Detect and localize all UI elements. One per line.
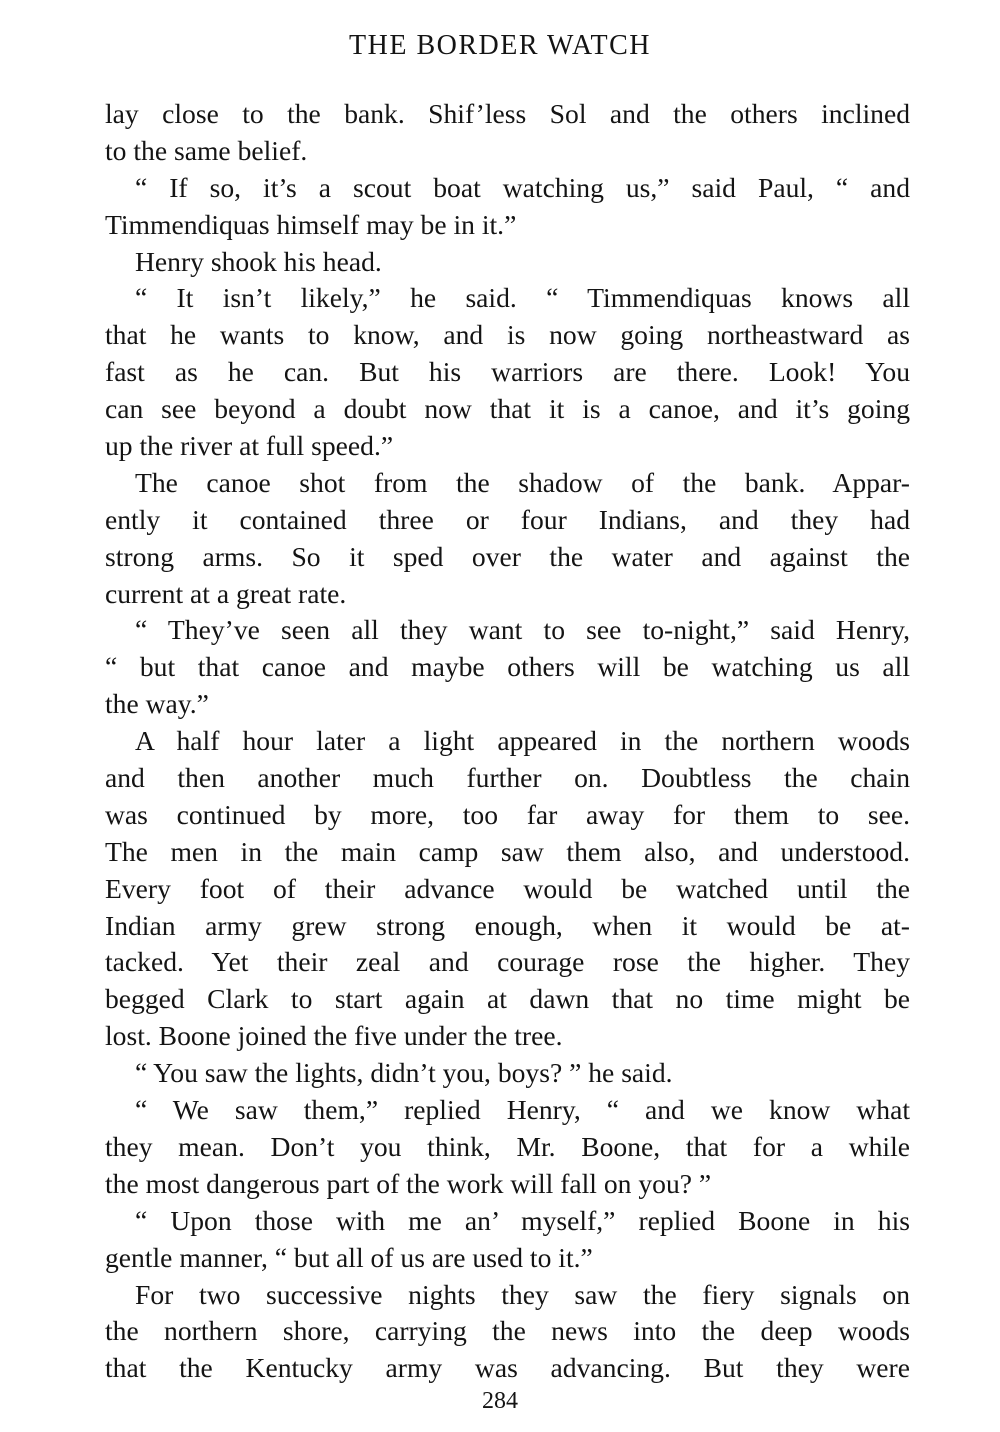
text-line: current at a great rate. xyxy=(105,577,347,609)
text-line: was continued by more, too far away for them to see. xyxy=(105,798,910,830)
text-line: lay close to the bank. Shif’less Sol and the others inclined xyxy=(105,98,910,129)
text-line: The canoe shot from the shadow of the bank. Appar- xyxy=(135,466,910,498)
text-line: strong arms. So it sped over the water and against the xyxy=(105,540,910,572)
body-text xyxy=(105,96,910,1387)
text-line: Every foot of their advance would be watched until the xyxy=(105,872,910,904)
text-line: to the same belief. xyxy=(105,134,308,166)
text-line: tacked. Yet their zeal and courage rose the higher. They xyxy=(105,946,910,978)
text-line: For two successive nights they saw the fiery signals on xyxy=(135,1278,910,1310)
text-line: “ If so, it’s a scout boat watching us,” said Paul, “ and xyxy=(135,171,910,203)
text-line: “ but that canoe and maybe others will be watching us all xyxy=(105,651,910,683)
text-line: they mean. Don’t you think, Mr. Boone, that for a while xyxy=(105,1130,910,1162)
text-line: gentle manner, “ but all of us are used to it.” xyxy=(105,1241,593,1273)
text-line: the way.” xyxy=(105,688,209,720)
text-line: Indian army grew strong enough, when it would be at- xyxy=(105,909,910,941)
page-number: 284 xyxy=(482,1388,518,1414)
text-line: the most dangerous part of the work will fall on you? ” xyxy=(105,1167,712,1199)
text-line: “ It isn’t likely,” he said. “ Timmendiquas knows all xyxy=(135,282,910,314)
running-head: THE BORDER WATCH xyxy=(349,30,651,61)
text-line: up the river at full speed.” xyxy=(105,430,394,462)
text-line: that he wants to know, and is now going northeastward as xyxy=(105,319,910,351)
text-line: and then another much further on. Doubtless the chain xyxy=(105,762,910,794)
text-line: fast as he can. But his warriors are there. Look! You xyxy=(105,356,910,388)
text-line: A half hour later a light appeared in the northern woods xyxy=(135,725,910,757)
text-line: Timmendiquas himself may be in it.” xyxy=(105,208,517,240)
text-line: Henry shook his head. xyxy=(135,245,382,277)
text-line: can see beyond a doubt now that it is a canoe, and it’s going xyxy=(105,393,910,425)
text-line: lost. Boone joined the five under the tree. xyxy=(105,1020,563,1052)
text-line: “ They’ve seen all they want to see to-night,” said Henry, xyxy=(135,614,910,646)
text-line: begged Clark to start again at dawn that no time might be xyxy=(105,983,910,1015)
text-line: the northern shore, carrying the news into the deep woods xyxy=(105,1315,910,1347)
text-line: “ You saw the lights, didn’t you, boys? ” he said. xyxy=(135,1057,673,1089)
text-line: ently it contained three or four Indians, and they had xyxy=(105,503,910,535)
text-line: “ We saw them,” replied Henry, “ and we know what xyxy=(135,1094,910,1126)
text-line: The men in the main camp saw them also, and understood. xyxy=(105,835,910,867)
text-line: “ Upon those with me an’ myself,” replied Boone in his xyxy=(135,1204,910,1236)
text-line: that the Kentucky army was advancing. But they were xyxy=(105,1352,910,1384)
